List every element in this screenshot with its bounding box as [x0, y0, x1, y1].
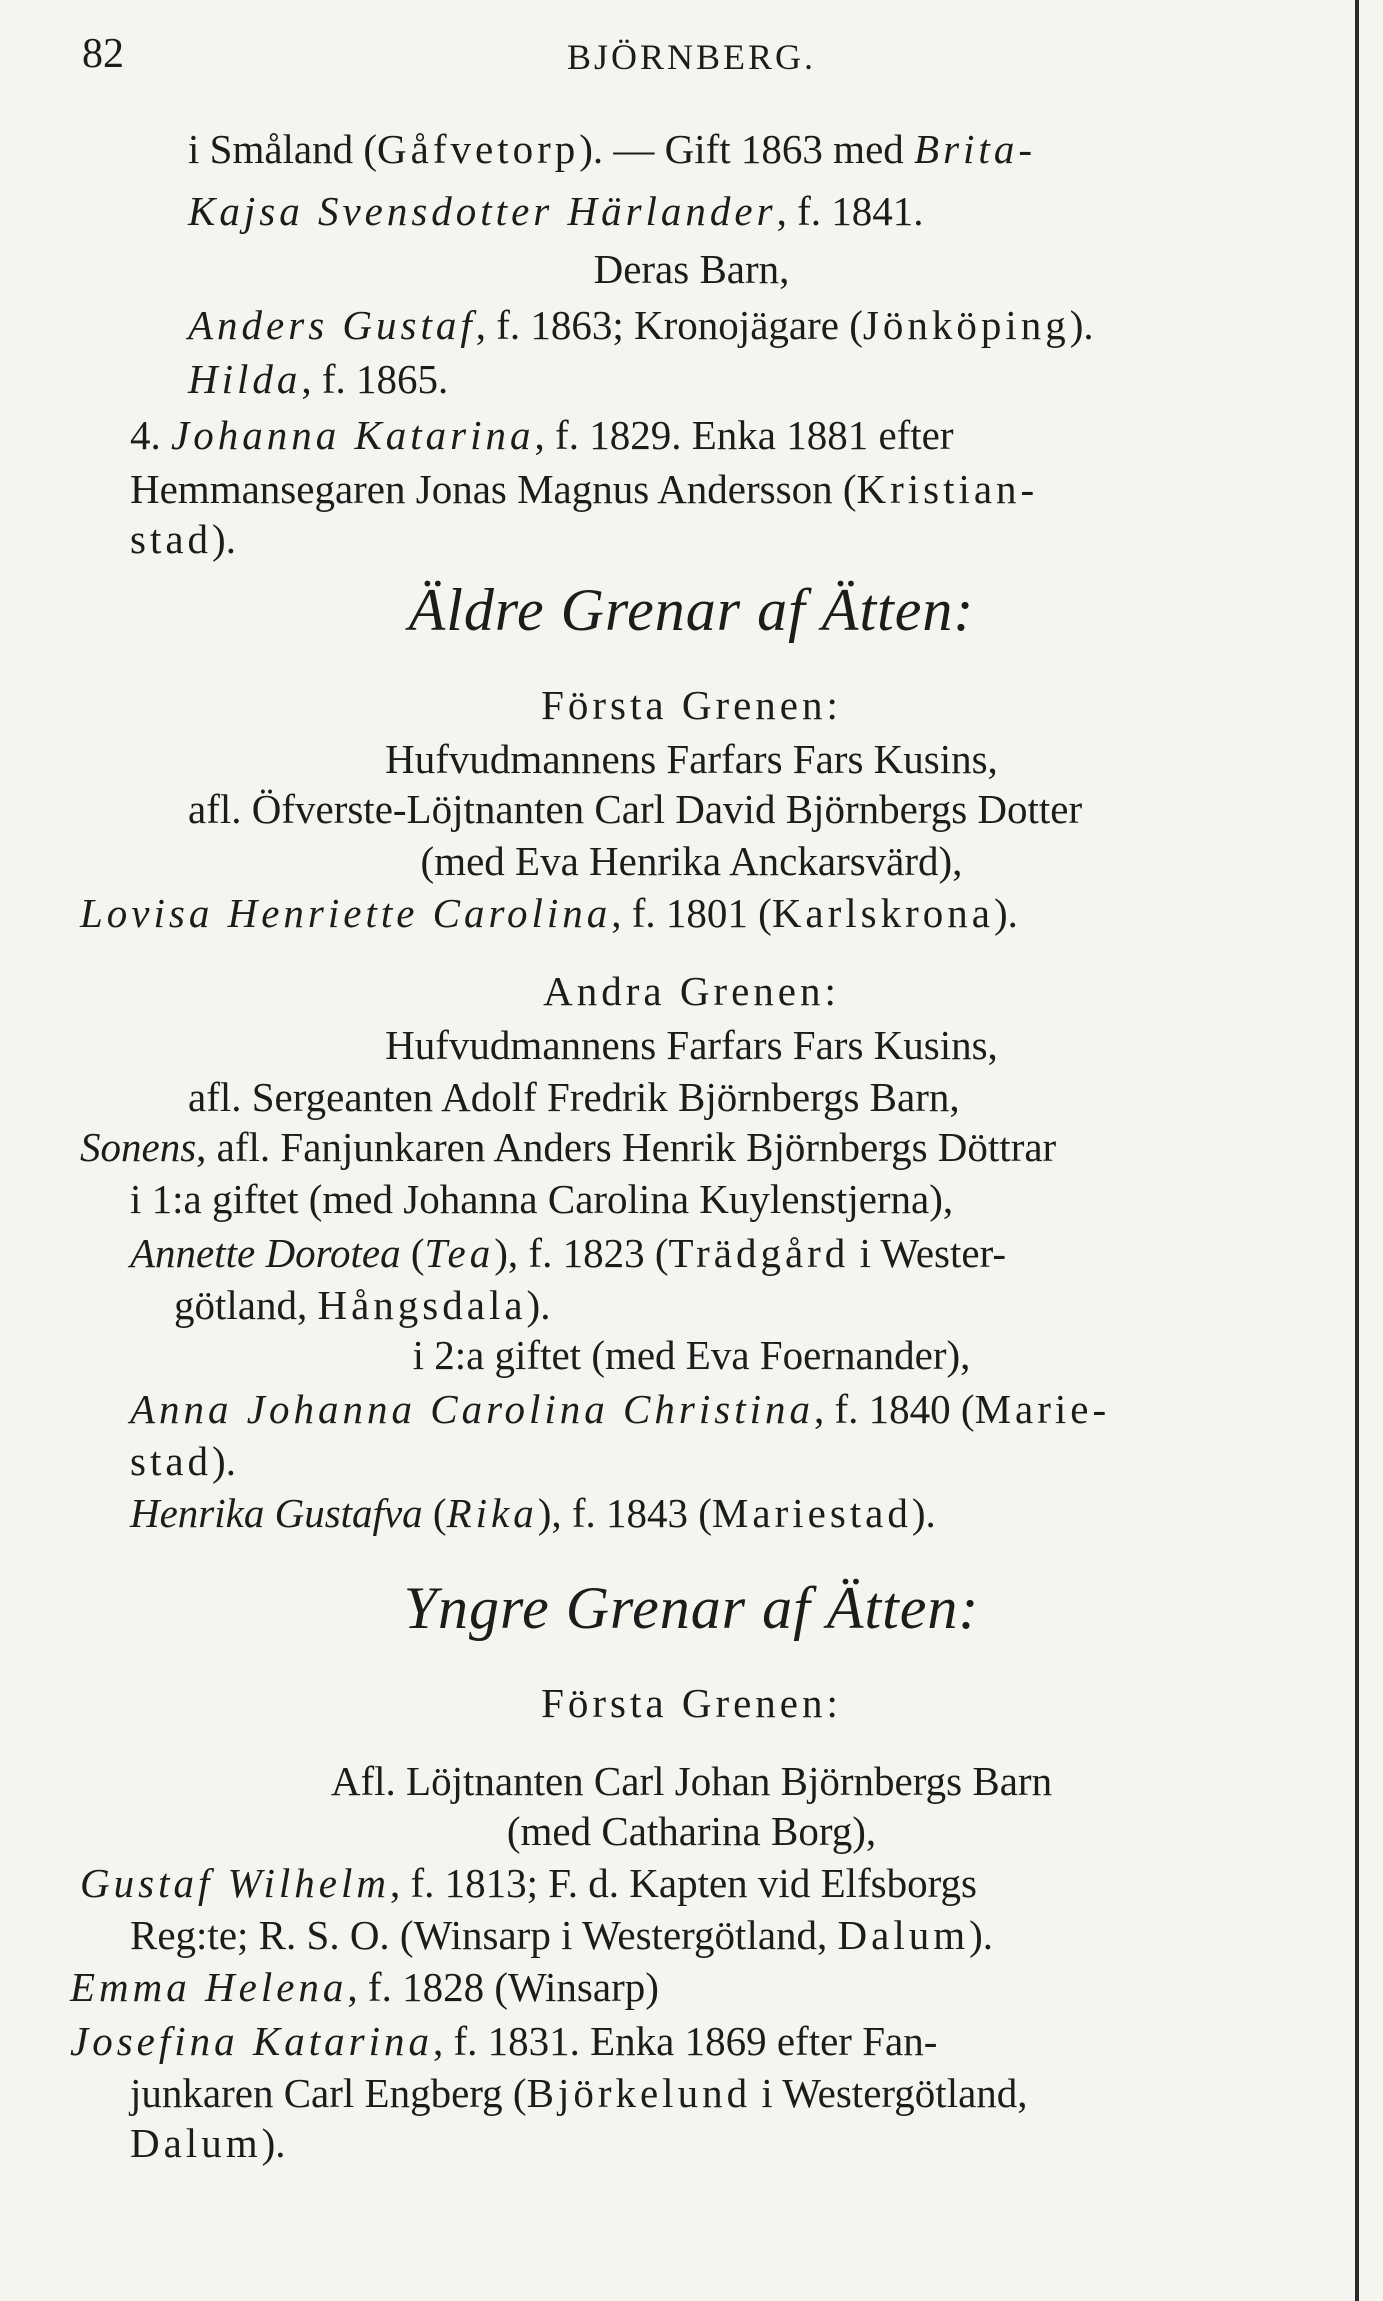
- text-span: ).: [1069, 302, 1094, 348]
- person-name: Anders Gustaf: [188, 302, 476, 348]
- text-line: [0, 406, 1383, 464]
- text-line: [0, 2012, 1383, 2070]
- text-span: ), f. 1823 (: [494, 1230, 669, 1276]
- place-name: stad: [130, 1438, 213, 1484]
- text-line: [0, 1432, 1383, 1490]
- person-name: Kajsa Svensdotter Härlander: [188, 188, 777, 234]
- person-name: Annette Dorotea: [130, 1230, 401, 1276]
- person-name: Lovisa Henriette Carolina: [80, 890, 612, 936]
- branch-heading: Första Grenen:: [541, 682, 842, 728]
- running-head: BJÖRNBERG.: [566, 37, 817, 77]
- text-line: Afl. Löjtnanten Carl Johan Björnbergs Barn: [330, 1758, 1053, 1804]
- person-name: Tea: [424, 1230, 495, 1276]
- text-line: i 2:a giftet (med Eva Foernander),: [412, 1332, 971, 1378]
- text-line: [0, 296, 1383, 354]
- text-span: , f. 1840 (: [814, 1386, 975, 1432]
- text-line: afl. Sergeanten Adolf Fredrik Björnbergs Barn,: [188, 1074, 960, 1120]
- place-name: Gåfvetorp: [377, 126, 580, 172]
- text-span: , f. 1865.: [301, 356, 449, 402]
- text-line: [0, 1958, 1383, 2016]
- text-span: , f. 1813; F. d. Kapten vid Elfsborgs: [389, 1860, 977, 1906]
- text-span: götland,: [174, 1282, 318, 1328]
- text-line: Hufvudmannens Farfars Fars Kusins,: [385, 1022, 998, 1068]
- text-span: i Småland (: [188, 126, 378, 172]
- text-span: (: [400, 1230, 425, 1276]
- place-name: Dalum: [130, 2120, 262, 2166]
- text-span: , f. 1828 (Winsarp): [347, 1964, 659, 2010]
- text-span: i Wester-: [849, 1230, 1007, 1276]
- place-name: stad: [130, 516, 213, 562]
- place-name: Dalum: [837, 1912, 970, 1958]
- text-line: [0, 1224, 1383, 1282]
- section-heading-older: Äldre Grenar af Ätten:: [408, 577, 975, 643]
- text-span: ).: [993, 890, 1018, 936]
- text-span: ).: [212, 516, 236, 562]
- text-span: , f. 1801 (: [611, 890, 772, 936]
- text-line: [0, 510, 1383, 568]
- text-span: ).: [261, 2120, 286, 2166]
- text-span: ).: [969, 1912, 994, 1958]
- text-line: [0, 1380, 1383, 1438]
- text-span: ), f. 1843 (: [537, 1490, 712, 1536]
- place-name: Marie-: [974, 1386, 1111, 1432]
- text-span: , f. 1831. Enka 1869 efter Fan-: [432, 2018, 938, 2064]
- text-span: 4.: [130, 412, 171, 458]
- text-line: [0, 1906, 1383, 1964]
- text-line: afl. Öfverste-Löjtnanten Carl David Björnbergs Dotter: [188, 786, 1083, 832]
- text-span: Hemmansegaren Jonas Magnus Andersson (: [130, 466, 857, 512]
- text-line: [0, 182, 1383, 240]
- place-name: Björkelund: [526, 2070, 752, 2116]
- person-name: Brita-: [914, 126, 1036, 172]
- text-span: Sonens: [80, 1124, 197, 1170]
- person-name: Hilda: [188, 356, 302, 402]
- subheading-line: Deras Barn,: [593, 246, 790, 292]
- person-name: Anna Johanna Carolina Christina: [130, 1386, 814, 1432]
- place-name: Mariestad: [711, 1490, 912, 1536]
- place-name: Karlskrona: [771, 890, 994, 936]
- text-line: [0, 884, 1383, 942]
- text-line: [0, 350, 1383, 408]
- branch-heading: Första Grenen:: [541, 1680, 842, 1726]
- section-heading-younger: Yngre Grenar af Ätten:: [403, 1575, 980, 1641]
- text-line: Hufvudmannens Farfars Fars Kusins,: [385, 736, 998, 782]
- person-name: Johanna Katarina: [171, 412, 535, 458]
- text-span: , afl. Fanjunkaren Anders Henrik Björnbergs Döttrar: [196, 1124, 1057, 1170]
- text-line: [0, 120, 1383, 178]
- place-name: Kristian-: [856, 466, 1039, 512]
- text-span: ). — Gift 1863 med: [579, 126, 915, 172]
- text-line: [0, 1118, 1383, 1176]
- text-span: ).: [911, 1490, 936, 1536]
- text-span: i Westergötland,: [751, 2070, 1028, 2116]
- place-name: Trädgård: [668, 1230, 850, 1276]
- text-span: ).: [526, 1282, 551, 1328]
- place-name: Jönköping: [862, 302, 1070, 348]
- text-span: , f. 1841.: [776, 188, 924, 234]
- person-name: Rika: [446, 1490, 538, 1536]
- person-name: Josefina Katarina: [70, 2018, 433, 2064]
- branch-heading: Andra Grenen:: [543, 968, 840, 1014]
- place-name: Hångsdala: [317, 1282, 527, 1328]
- text-line: [0, 2114, 1383, 2172]
- person-name: Emma Helena: [70, 1964, 348, 2010]
- text-span: , f. 1863; Kronojägare (: [475, 302, 863, 348]
- person-name: Gustaf Wilhelm: [80, 1860, 390, 1906]
- person-name: Henrika Gustafva: [130, 1490, 423, 1536]
- text-span: Reg:te; R. S. O. (Winsarp i Westergötland,: [130, 1912, 838, 1958]
- page-number: 82: [82, 31, 124, 77]
- text-span: (: [422, 1490, 447, 1536]
- text-line: (med Catharina Borg),: [506, 1808, 877, 1854]
- text-span: , f. 1829. Enka 1881 efter: [534, 412, 954, 458]
- text-line: [0, 1854, 1383, 1912]
- text-line: (med Eva Henrika Anckarsvärd),: [420, 838, 963, 884]
- text-span: ).: [212, 1438, 236, 1484]
- text-line: [0, 1484, 1383, 1542]
- text-line: i 1:a giftet (med Johanna Carolina Kuylenstjerna),: [130, 1176, 954, 1222]
- text-span: junkaren Carl Engberg (: [130, 2070, 527, 2116]
